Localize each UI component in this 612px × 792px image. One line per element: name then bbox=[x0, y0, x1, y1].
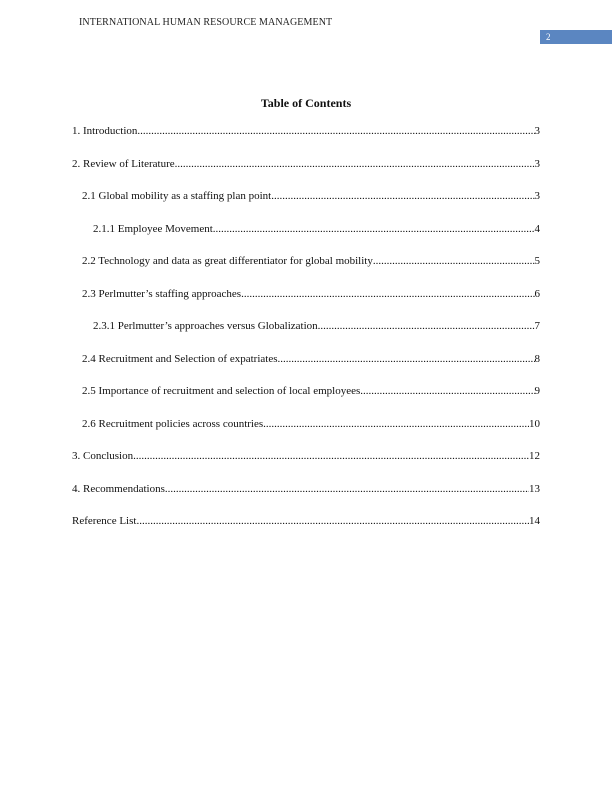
toc-entry-introduction[interactable] bbox=[72, 124, 540, 138]
toc-entry-page: 3 bbox=[534, 190, 540, 202]
toc-entry-perlmutter-staffing[interactable] bbox=[72, 287, 540, 301]
toc-entry-page: 5 bbox=[534, 255, 540, 267]
toc-entry-label: 4. Recommendations bbox=[72, 483, 165, 495]
toc-entry-label: 2.1 Global mobility as a staffing plan point bbox=[82, 190, 272, 202]
toc-entry-recruitment-policies[interactable] bbox=[72, 417, 540, 431]
page-number-badge: 2 bbox=[540, 30, 612, 44]
dot-leader bbox=[165, 482, 529, 496]
toc-entry-page: 3 bbox=[534, 125, 540, 137]
toc-entry-page: 10 bbox=[529, 418, 540, 430]
dot-leader bbox=[278, 352, 535, 366]
toc-entry-label: 2.3 Perlmutter’s staffing approaches bbox=[82, 288, 242, 300]
toc-entry-label: 1. Introduction bbox=[72, 125, 138, 137]
toc-entry-page: 3 bbox=[534, 158, 540, 170]
toc-entry-label: 3. Conclusion bbox=[72, 450, 134, 462]
toc-entry-page: 13 bbox=[529, 483, 540, 495]
toc-entry-technology-and-data[interactable] bbox=[72, 254, 540, 268]
dot-leader bbox=[373, 254, 535, 268]
toc-entry-conclusion[interactable] bbox=[72, 449, 540, 463]
dot-leader bbox=[175, 157, 535, 171]
toc-entry-recommendations[interactable] bbox=[72, 482, 540, 496]
toc-entry-local-employees[interactable] bbox=[72, 384, 540, 398]
toc-entry-label: 2.6 Recruitment policies across countries bbox=[82, 418, 264, 430]
dot-leader bbox=[137, 124, 534, 138]
dot-leader bbox=[271, 189, 534, 203]
toc-entry-label: 2.3.1 Perlmutter’s approaches versus Globalization bbox=[93, 320, 318, 332]
toc-entry-page: 4 bbox=[534, 223, 540, 235]
toc-entry-page: 6 bbox=[534, 288, 540, 300]
toc-entry-label: 2.5 Importance of recruitment and selection of local employees bbox=[82, 385, 361, 397]
toc-entry-page: 7 bbox=[534, 320, 540, 332]
toc-entry-global-mobility[interactable] bbox=[72, 189, 540, 203]
toc-entry-label: 2.4 Recruitment and Selection of expatriates bbox=[82, 353, 278, 365]
toc-entry-page: 12 bbox=[529, 450, 540, 462]
toc-entry-label: 2. Review of Literature bbox=[72, 158, 175, 170]
dot-leader bbox=[133, 449, 529, 463]
toc-title: Table of Contents bbox=[260, 96, 352, 110]
toc-entry-review-of-literature[interactable] bbox=[72, 157, 540, 171]
running-header: INTERNATIONAL HUMAN RESOURCE MANAGEMENT bbox=[79, 17, 333, 28]
toc-entry-page: 9 bbox=[534, 385, 540, 397]
dot-leader bbox=[318, 319, 535, 333]
toc-entry-reference-list[interactable] bbox=[72, 514, 540, 528]
dot-leader bbox=[213, 222, 535, 236]
dot-leader bbox=[360, 384, 534, 398]
toc-entry-page: 14 bbox=[529, 515, 540, 527]
toc-entry-employee-movement[interactable] bbox=[72, 222, 540, 236]
dot-leader bbox=[241, 287, 534, 301]
dot-leader bbox=[263, 417, 529, 431]
toc-entry-label: Reference List bbox=[72, 515, 137, 527]
toc-entry-label: 2.1.1 Employee Movement bbox=[93, 223, 213, 235]
toc-entry-recruitment-expatriates[interactable] bbox=[72, 352, 540, 366]
toc-entry-label: 2.2 Technology and data as great differentiator for global mobility bbox=[82, 255, 373, 267]
toc-entry-page: 8 bbox=[534, 353, 540, 365]
dot-leader bbox=[136, 514, 529, 528]
toc-entry-perlmutter-globalization[interactable] bbox=[72, 319, 540, 333]
